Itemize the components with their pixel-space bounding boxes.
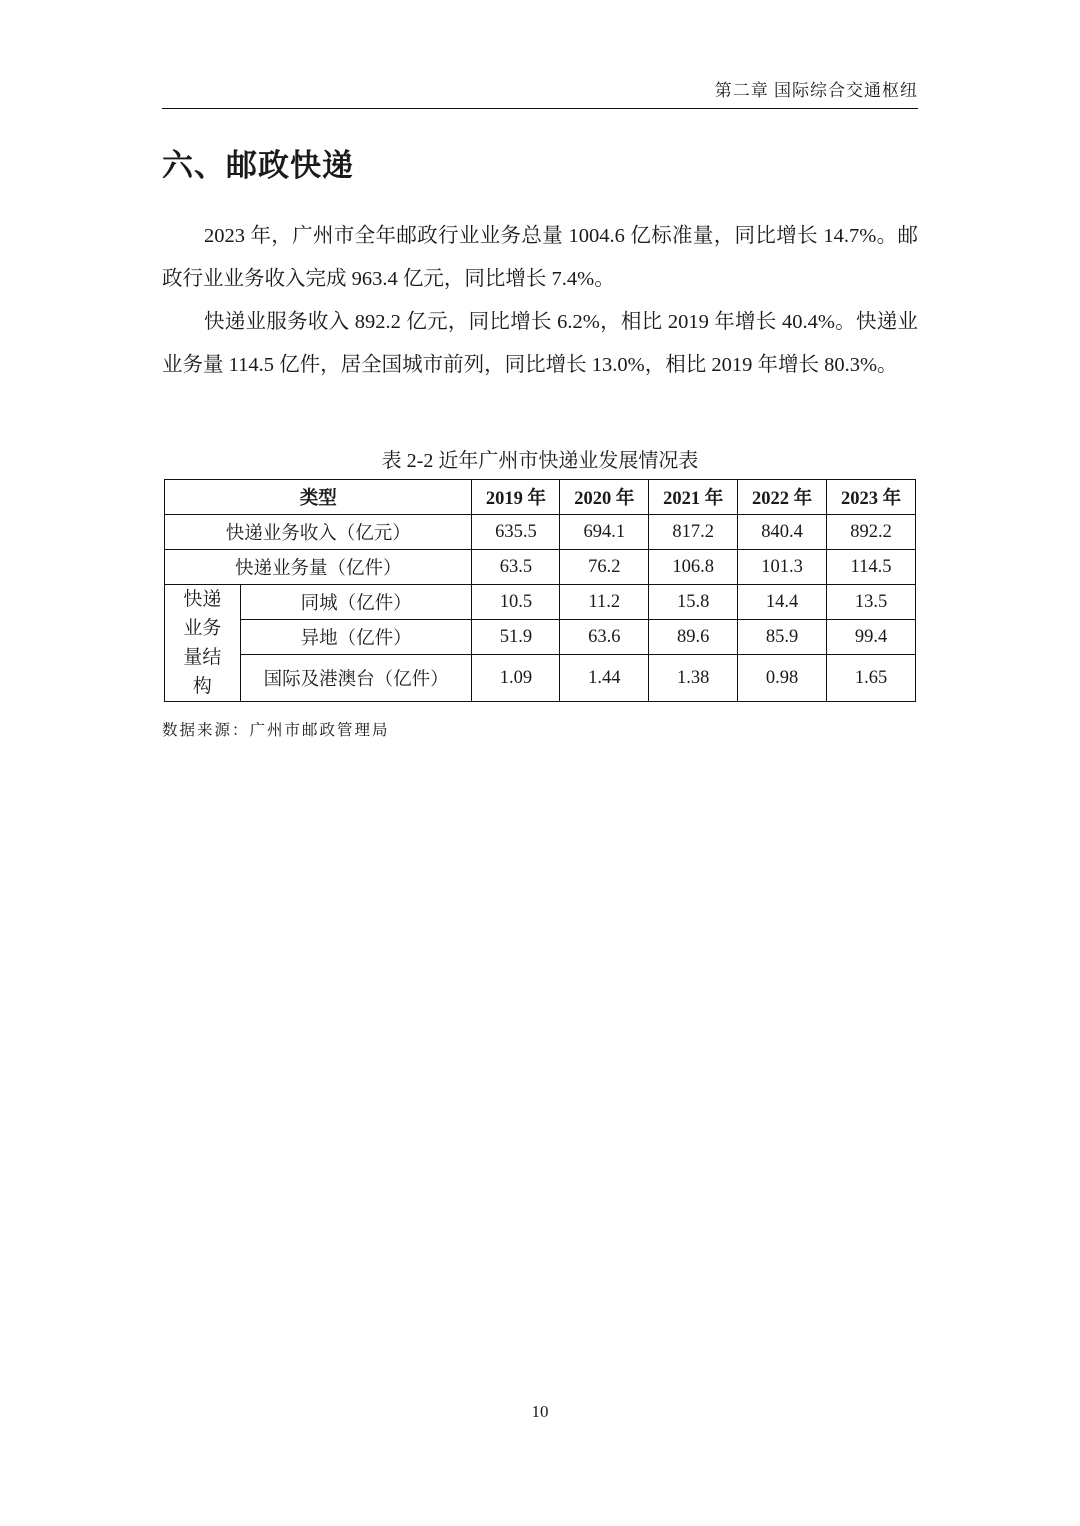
- table-cell: 840.4: [738, 515, 827, 550]
- group-label-line: 快递: [183, 589, 222, 610]
- table-cell: 63.5: [472, 550, 560, 585]
- table-cell: 76.2: [560, 550, 649, 585]
- table-cell: 0.98: [738, 655, 827, 702]
- group-label: [165, 585, 241, 702]
- table-cell: 13.5: [827, 585, 916, 620]
- row-label: 同城（亿件）: [240, 585, 472, 620]
- table-row: [165, 515, 916, 550]
- table-cell: 1.09: [472, 655, 560, 702]
- table-cell: 63.6: [560, 620, 649, 655]
- type-header: 类型: [165, 480, 472, 515]
- year-header: 2020 年: [560, 480, 649, 515]
- table-cell: 101.3: [738, 550, 827, 585]
- year-header: 2022 年: [738, 480, 827, 515]
- running-header: 第二章 国际综合交通枢纽: [714, 81, 918, 100]
- table-cell: 106.8: [649, 550, 738, 585]
- table-cell: 694.1: [560, 515, 649, 550]
- header-rule: [162, 108, 918, 109]
- row-label: 国际及港澳台（亿件）: [240, 655, 472, 702]
- table-cell: 1.38: [649, 655, 738, 702]
- table-cell: 10.5: [472, 585, 560, 620]
- table-row: [165, 620, 916, 655]
- row-label: 快递业务收入（亿元）: [165, 515, 472, 550]
- paragraph-postal: 2023 年，广州市全年邮政行业业务总量 1004.6 亿标准量，同比增长 14.7%。邮政行业业务收入完成 963.4 亿元，同比增长 7.4%。: [162, 225, 918, 290]
- table-cell: 817.2: [649, 515, 738, 550]
- table-cell: 15.8: [649, 585, 738, 620]
- table-caption: 表 2-2 近年广州市快递业发展情况表: [381, 450, 699, 472]
- year-header: 2021 年: [649, 480, 738, 515]
- table-row: [165, 585, 916, 620]
- table-cell: 99.4: [827, 620, 916, 655]
- row-label: 异地（亿件）: [240, 620, 472, 655]
- table-cell: 51.9: [472, 620, 560, 655]
- body-text: [162, 215, 918, 387]
- table-cell: 892.2: [827, 515, 916, 550]
- table-cell: 89.6: [649, 620, 738, 655]
- source-note: 数据来源：广州市邮政管理局: [162, 721, 390, 739]
- table-header-row: [165, 480, 916, 515]
- table-cell: 635.5: [472, 515, 560, 550]
- paragraph-express: 快递业服务收入 892.2 亿元，同比增长 6.2%，相比 2019 年增长 40.4%。快递业业务量 114.5 亿件，居全国城市前列，同比增长 13.0%，相比 2019 年增长 80.3%。: [162, 311, 918, 376]
- table-row: [165, 550, 916, 585]
- section-title: 六、邮政快递: [162, 148, 354, 184]
- table-cell: 1.44: [560, 655, 649, 702]
- year-header: 2019 年: [472, 480, 560, 515]
- table-cell: 85.9: [738, 620, 827, 655]
- row-label: 快递业务量（亿件）: [165, 550, 472, 585]
- table-cell: 114.5: [827, 550, 916, 585]
- group-label-line: 构: [192, 676, 212, 697]
- table-row: [165, 655, 916, 702]
- year-header: 2023 年: [827, 480, 916, 515]
- group-label-line: 业务: [183, 618, 222, 639]
- table-cell: 14.4: [738, 585, 827, 620]
- page-number: 10: [531, 1402, 549, 1421]
- express-development-table: [164, 479, 916, 702]
- table-cell: 11.2: [560, 585, 649, 620]
- group-label-line: 量结: [183, 647, 222, 668]
- table-cell: 1.65: [827, 655, 916, 702]
